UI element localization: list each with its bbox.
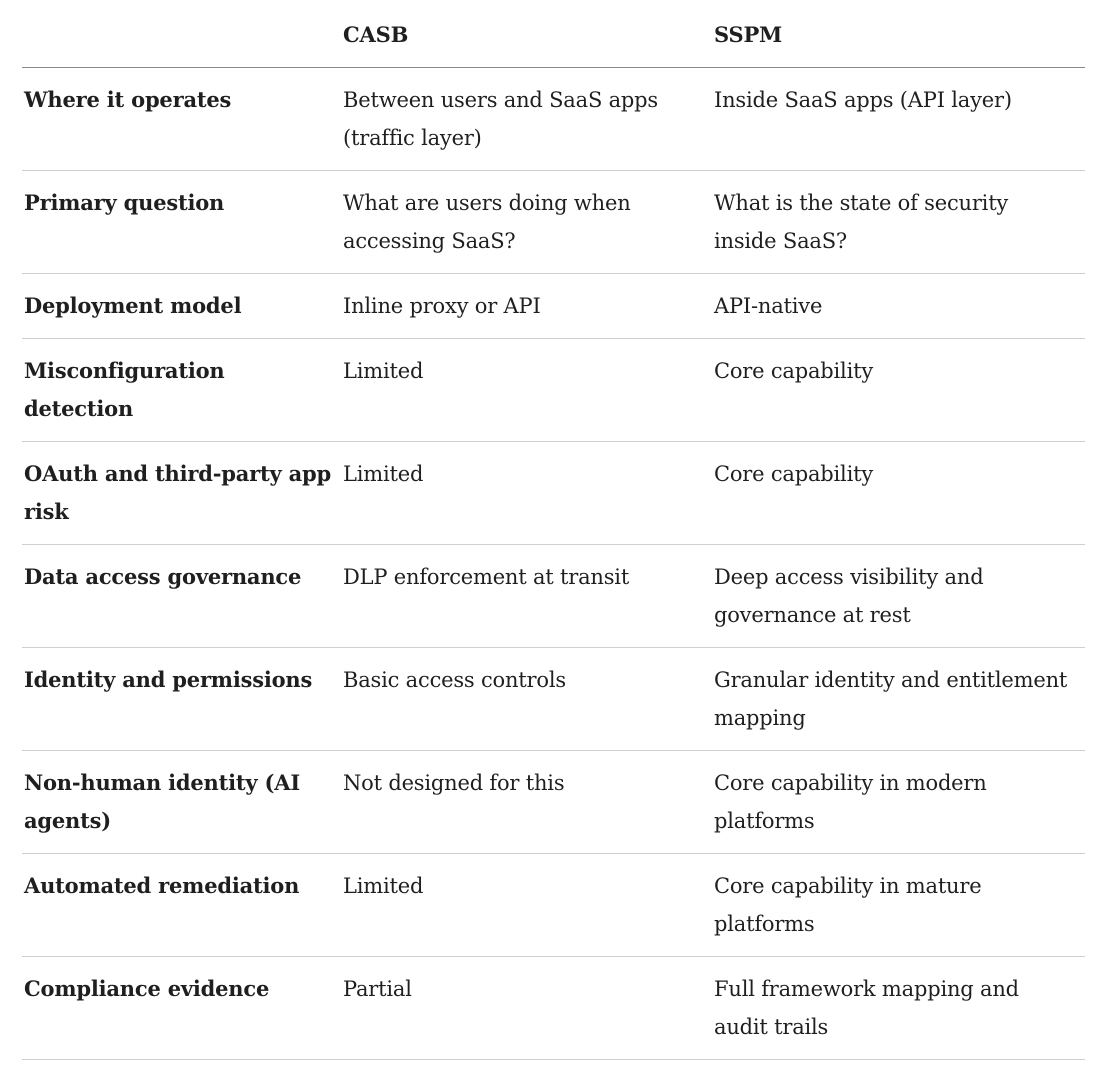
row-casb-value: Inline proxy or API xyxy=(343,274,714,339)
table-row xyxy=(22,442,1085,545)
header-row xyxy=(22,12,1085,68)
table-body xyxy=(22,68,1085,1060)
row-casb-value: Partial xyxy=(343,957,714,1060)
row-feature: Misconfiguration detection xyxy=(22,339,343,442)
row-feature: Data access governance xyxy=(22,545,343,648)
table-row xyxy=(22,171,1085,274)
row-feature: OAuth and third-party app risk xyxy=(22,442,343,545)
row-feature: Non-human identity (AI agents) xyxy=(22,751,343,854)
casb-vs-sspm-comparison-table xyxy=(22,12,1085,1060)
row-sspm-value: Core capability in mature platforms xyxy=(714,854,1085,957)
row-casb-value: DLP enforcement at transit xyxy=(343,545,714,648)
row-casb-value: Limited xyxy=(343,339,714,442)
table-row xyxy=(22,545,1085,648)
row-feature: Compliance evidence xyxy=(22,957,343,1060)
row-sspm-value: Core capability in modern platforms xyxy=(714,751,1085,854)
row-sspm-value: Deep access visibility and governance at rest xyxy=(714,545,1085,648)
row-sspm-value: Core capability xyxy=(714,442,1085,545)
row-casb-value: Between users and SaaS apps (traffic layer) xyxy=(343,68,714,171)
row-feature: Identity and permissions xyxy=(22,648,343,751)
row-feature: Automated remediation xyxy=(22,854,343,957)
table-row xyxy=(22,339,1085,442)
table-row xyxy=(22,68,1085,171)
row-feature: Deployment model xyxy=(22,274,343,339)
row-sspm-value: Inside SaaS apps (API layer) xyxy=(714,68,1085,171)
table-row xyxy=(22,751,1085,854)
row-feature: Primary question xyxy=(22,171,343,274)
row-sspm-value: Core capability xyxy=(714,339,1085,442)
table-row xyxy=(22,274,1085,339)
comparison-table-container xyxy=(22,12,1085,1060)
header-sspm: SSPM xyxy=(714,12,1085,68)
table-header xyxy=(22,12,1085,68)
row-casb-value: Basic access controls xyxy=(343,648,714,751)
table-row xyxy=(22,957,1085,1060)
row-sspm-value: Granular identity and entitlement mapping xyxy=(714,648,1085,751)
header-feature xyxy=(22,12,343,68)
row-sspm-value: Full framework mapping and audit trails xyxy=(714,957,1085,1060)
row-sspm-value: What is the state of security inside SaaS? xyxy=(714,171,1085,274)
row-casb-value: Limited xyxy=(343,442,714,545)
row-casb-value: Limited xyxy=(343,854,714,957)
row-casb-value: What are users doing when accessing SaaS? xyxy=(343,171,714,274)
table-row xyxy=(22,648,1085,751)
row-casb-value: Not designed for this xyxy=(343,751,714,854)
row-feature: Where it operates xyxy=(22,68,343,171)
header-casb: CASB xyxy=(343,12,714,68)
table-row xyxy=(22,854,1085,957)
row-sspm-value: API-native xyxy=(714,274,1085,339)
